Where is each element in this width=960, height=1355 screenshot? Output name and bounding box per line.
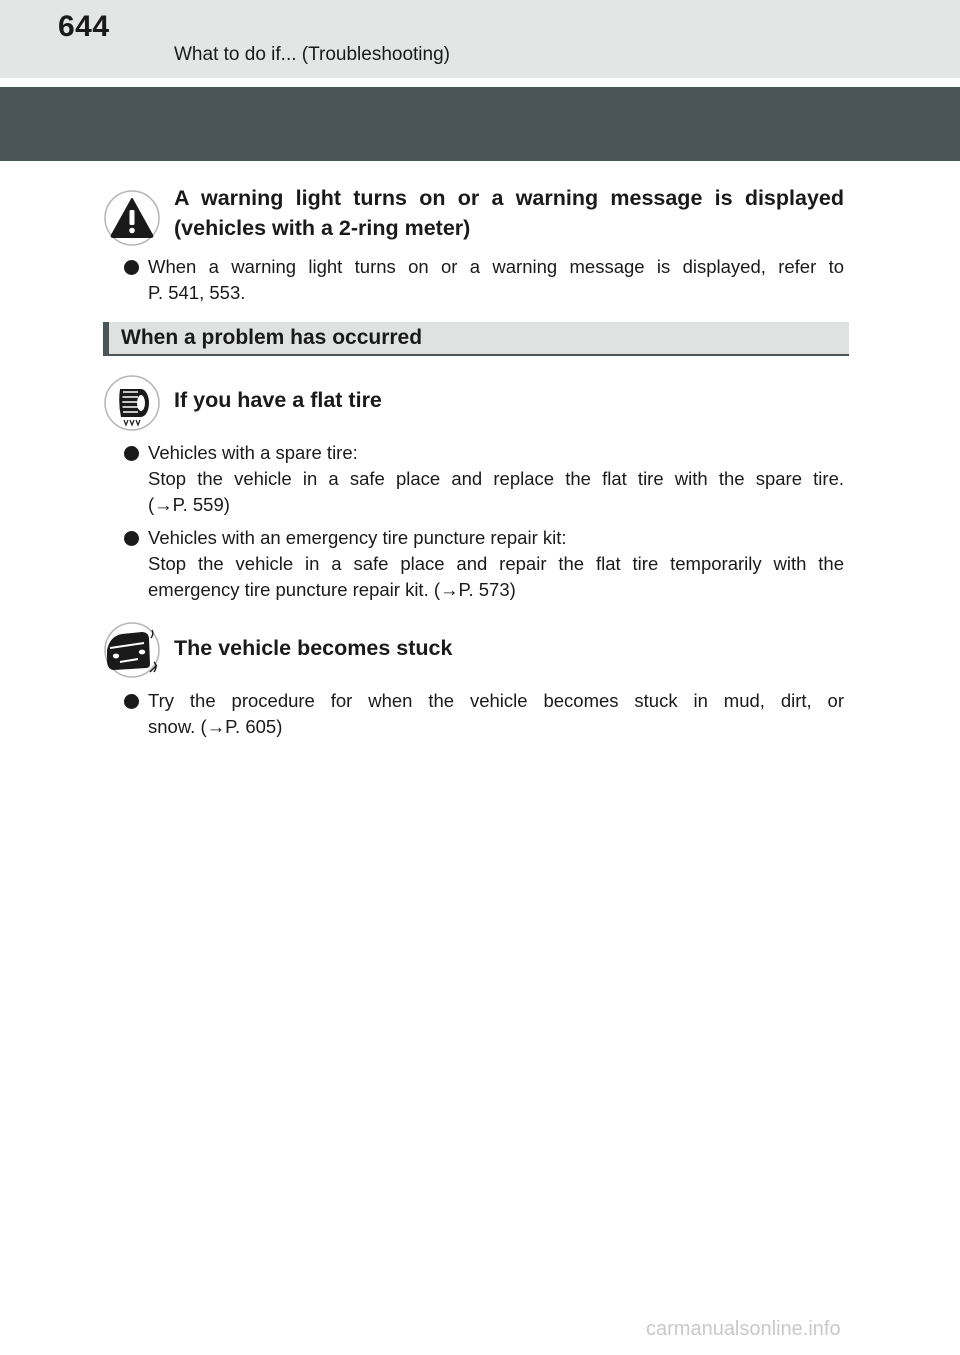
page-number: 644 [58,10,110,43]
bullet-text-line: Try the procedure for when the vehicle becomes stuck in mud, dirt, or [148,690,844,711]
bullet-text-line: (→P. 559) [148,494,230,515]
bullet-text-line: Stop the vehicle in a safe place and replace the flat tire with the spare tire. [148,468,844,489]
flat-tire-title: If you have a flat tire [174,388,382,412]
bullet-text-line: P. 541, 553. [148,282,246,303]
bullet-text-line: When a warning light turns on or a warning message is displayed, refer to [148,256,844,277]
bullet-text-line: Vehicles with an emergency tire puncture repair kit: [148,527,567,548]
bullet-dot [124,260,139,275]
list-item [124,525,844,603]
list-item [124,440,844,518]
warning-section-title-line1: A warning light turns on or a warning message is displayed [174,186,844,210]
list-item [124,254,844,306]
bullet-text-line: snow. (→P. 605) [148,716,283,737]
chapter-band [0,87,960,161]
stuck-title: The vehicle becomes stuck [174,636,453,660]
list-item [124,688,844,740]
bullet-dot [124,694,139,709]
section-bar-accent [103,322,109,356]
bullet-text-line: Vehicles with a spare tire: [148,442,358,463]
bullet-text-line: emergency tire puncture repair kit. (→P. 573) [148,579,516,600]
watermark: carmanualsonline.info [646,1318,841,1340]
stuck-vehicle-icon [104,622,160,678]
warning-icon [104,190,160,246]
bullet-dot [124,446,139,461]
flat-tire-icon [104,375,160,431]
header-title: What to do if... (Troubleshooting) [174,44,450,65]
warning-section-title-line2: (vehicles with a 2-ring meter) [174,216,471,240]
section-heading: When a problem has occurred [121,326,423,349]
header-band [0,0,960,78]
bullet-text-line: Stop the vehicle in a safe place and repair the flat tire temporarily with the [148,553,844,574]
bullet-dot [124,531,139,546]
section-heading-bar [103,322,849,356]
